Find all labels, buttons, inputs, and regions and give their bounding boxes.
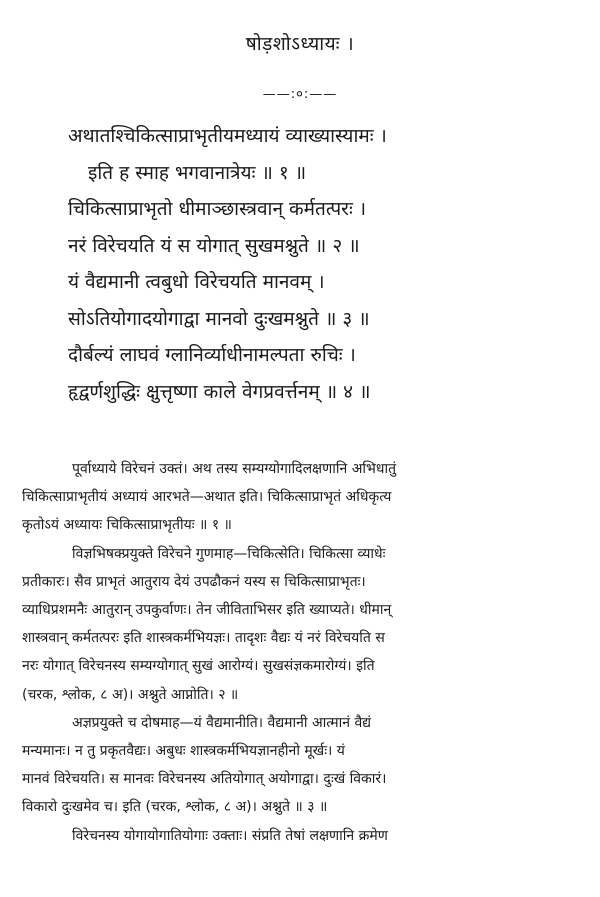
commentary-block <box>22 455 582 850</box>
ornamental-divider: ——:०:—— <box>262 87 338 102</box>
commentary-line: (चरक, श्लोक, ८ अ)। अश्नुते आप्नोति। २ ॥ <box>22 686 239 703</box>
commentary-line: शास्त्रवान् कर्मतत्परः इति शास्त्रकर्मभियज्ञः। तादृशः वैद्यः यं नरं विरेचयति स <box>22 630 385 647</box>
commentary-line: विरेचनस्य योगायोगातियोगाः उक्ताः। संप्रति तेषां लक्षणानि क्रमेण <box>72 827 388 844</box>
commentary-line: अज्ञप्रयुक्ते च दोषमाह—यं वैद्यमानीति। वैद्यमानी आत्मानं वैद्यं <box>72 714 372 731</box>
commentary-line: पूर्वाध्याये विरेचनं उक्तं। अथ तस्य सम्यग्योगादिलक्षणानि अभिधातुं <box>72 461 397 477</box>
commentary-line: विज्ञभिषक्प्रयुक्ते विरेचने गुणमाह—चिकित्सेति। चिकित्सा व्याधेः <box>72 545 386 562</box>
verse-line: सोऽतियोगादयोगाद्वा मानवो दुःखमश्नुते ॥ ३ ॥ <box>68 307 370 330</box>
verse-line: अथातश्चिकित्साप्राभृतीयमध्यायं व्याख्यास्यामः । <box>68 125 387 147</box>
commentary-line: मानवं विरेचयति। स मानवः विरेचनस्य अतियोगात् अयोगाद्वा। दुःखं विकारं। <box>22 771 387 788</box>
verse-line: इति ह स्माह भगवानात्रेयः ॥ १ ॥ <box>88 161 307 184</box>
commentary-line: कृतोऽयं अध्यायः चिकित्साप्राभृतीयः ॥ १ ॥ <box>22 517 232 534</box>
chapter-title: षोड़शोऽध्यायः । <box>245 33 355 55</box>
verse-block <box>68 118 588 410</box>
commentary-line: चिकित्साप्राभृतीयं अध्यायं आरभते—अथात इति। चिकित्साप्राभृतं अधिकृत्य <box>22 489 392 506</box>
commentary-line: प्रतीकारः। सैव प्राभृतं आतुराय देयं उपढौकनं यस्य स चिकित्साप्राभृतः। <box>22 573 366 590</box>
verse-line: नरं विरेचयति यं स योगात् सुखमश्नुते ॥ २ ॥ <box>68 234 360 257</box>
commentary-line: व्याधिप्रशमनैः आतुरान् उपकुर्वाणः। तेन जीविताभिसर इति ख्याप्यते। धीमान् <box>22 602 392 619</box>
verse-line: यं वैद्यमानी त्वबुधो विरेचयति मानवम् । <box>68 271 325 293</box>
verse-line: हृद्वर्णशुद्धिः क्षुत्तृष्णा काले वेगप्रवर्त्तनम् ॥ ४ ॥ <box>68 380 371 403</box>
commentary-line: विकारो दुःखमेव च। इति (चरक, श्लोक, ८ अ)। अश्नुते ॥ ३ ॥ <box>22 799 328 816</box>
verse-line: दौर्बल्यं लाघवं ग्लानिर्व्याधीनामल्पता रुचिः । <box>68 344 356 366</box>
commentary-line: मन्यमानः। न तु प्रकृतवैद्यः। अबुधः शास्त्रकर्मभियज्ञानहीनो मूर्खः। यं <box>22 743 345 760</box>
verse-line: चिकित्साप्राभृतो धीमाञ्छास्त्रवान् कर्मतत्परः । <box>68 198 367 220</box>
commentary-line: नरः योगात् विरेचनस्य सम्यग्योगात् सुखं आरोग्यं। सुखसंज्ञकमारोग्यं। इति <box>22 658 375 675</box>
